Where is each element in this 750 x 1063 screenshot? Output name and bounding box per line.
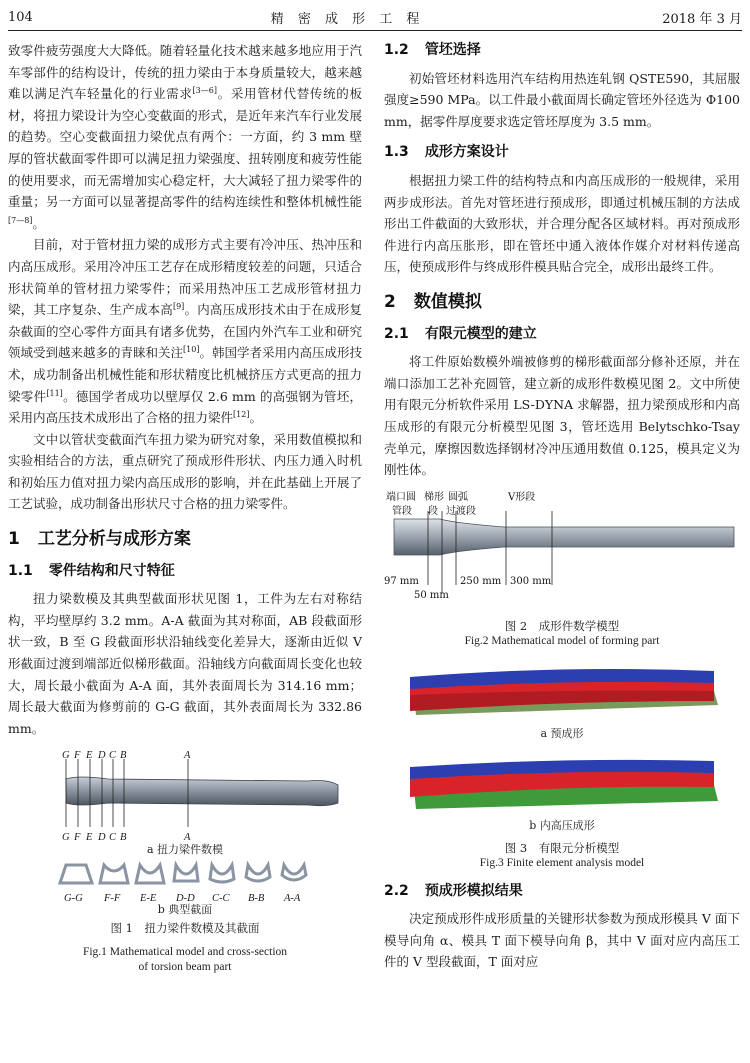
figure-1: G F E D C B A G F E D C B A a 扭力梁件数模 G-G F-F E-E D-D C-C B-B A-A b 典型截面 图 1 扭力梁件数模及其截面 xyxy=(8,745,362,953)
preform-fe-model xyxy=(384,655,740,725)
section-1-3-paragraph: 根据扭力梁工件的结构特点和内高压成形的一般规律，采用两步成形法。首先对管坯进行预成形，即通过机械压制的方法成形出工件截面的大致形状，并合理分配各区域材料。再对预成形件进行内高压胀形，即在管坯中通入液体作媒介对材料传递高压，使预成形件与终成形件模具贴合完全，成形出最终工件。 xyxy=(384,172,740,275)
section-1-2-heading: 1.2 管坯选择 xyxy=(384,42,481,58)
label-port-section: 端口圆 xyxy=(386,491,416,503)
dim-97: 97 mm xyxy=(384,575,419,587)
page-number: 104 xyxy=(8,9,33,25)
right-column xyxy=(384,40,740,973)
label-v-section: V形段 xyxy=(508,491,536,503)
cross-sections xyxy=(8,859,362,887)
hydroforming-fe-model xyxy=(384,747,740,817)
section-2-1-paragraph: 将工件原始数模外端被修剪的梯形截面部分修补还原，并在端口添加工艺补充圆管，建立新的成形件数模见图 2。文中所使用有限元分析软件采用 LS-DYNA 求解器，扭力梁预成形和内高压成形的有限元分析模型见图 3，管坯选用 Belytschko-Tsay 壳单元，摩擦因数选择钢材冷冲压通用数值 0.125，模具定义为刚性体。 xyxy=(384,354,740,478)
page-header xyxy=(8,4,742,31)
dim-250: 250 mm xyxy=(460,575,502,587)
left-column xyxy=(8,40,362,975)
dim-300: 300 mm xyxy=(510,575,552,587)
label-arc-section: 圆弧 xyxy=(448,491,468,503)
fig3-sub-b: b 内高压成形 xyxy=(529,818,595,832)
figure-3 xyxy=(384,655,740,835)
journal-title: 精 密 成 形 工 程 xyxy=(270,11,425,27)
section-1-3-heading: 1.3 成形方案设计 xyxy=(384,144,509,161)
fig1-sub-b: b 典型截面 xyxy=(157,903,213,917)
section-2-2-paragraph: 决定预成形件成形质量的关键形状参数为预成形模具 V 面下模导向角 α、模具 T 面下模导向角 β，其中 V 面对应内高压工件的 V 型段截面，T 面对应 xyxy=(384,911,740,970)
fig1-sub-a: a 扭力梁件数模 xyxy=(146,843,224,857)
section-2-1-heading: 2.1 有限元模型的建立 xyxy=(384,325,537,342)
label-trapezoid-section: 梯形 xyxy=(424,491,444,503)
section-1-1-heading: 1.1 零件结构和尺寸特征 xyxy=(8,562,175,579)
intro-paragraph-3: 文中以管状变截面汽车扭力梁为研究对象，采用数值模拟和实验相结合的方法，重点研究了预成形件形状、内压力通入时机和初始压力值对扭力梁内高压成形的影响，并在此基础上开展了工艺试验，成功制备出形状尺寸合格的扭力梁零件。 xyxy=(8,431,362,512)
fig1-caption: 图 1 扭力梁件数模及其截面 xyxy=(110,921,260,936)
section-2-heading: 2 数值模拟 xyxy=(384,291,482,312)
intro-paragraph-2: 目前，对于管材扭力梁的成形方式主要有冷冲压、热冲压和内高压成形。采用冷冲压工艺存在成形精度较差的问题，只适合形状简单的管材扭力梁零件；而采用热冲压工艺成形管材扭力梁，其工序复杂、生产成本高[9]。内高压成形技术由于在成形复杂截面的空心零件方面具有诸多优势，在国内外汽车工业和研究领域受到越来越多的青睐和关注[10]。韩国学者采用内高压成形技术，成功制备出机械性能和形状精度比机械挤压方式更高的扭力梁零件[11]。德国学者成功以壁厚仅 2.6 mm 的高强钢为管坯，采用内高压技术成形出了合格的扭力梁件[12]。 xyxy=(8,237,362,426)
section-2-2-heading: 2.2 预成形模拟结果 xyxy=(384,882,523,899)
fig1-caption-en: Fig.1 Mathematical model and cross-section of torsion beam part xyxy=(82,946,288,974)
fig3-caption: 图 3 有限元分析模型 Fig.3 Finite element analysis model xyxy=(479,840,645,869)
section-1-1-paragraph: 扭力梁数模及其典型截面形状见图 1，工件为左右对称结构，平均壁厚约 3.2 mm。A-A 截面为其对称面，AB 段截面形状一致，B 至 G 段截面形状沿轴线变化差异大，逐渐由近似 V 形截面过渡到端部近似梯形截面。沿轴线方向截面周长变化也较大，周长最小截面为 A-A 面，其外表面周长为 314.16 mm；周长最大截面为修剪前的 G-G 截面，其外表面周长为 332.86 mm。 xyxy=(8,591,362,736)
issue-date: 2018 年 3 月 xyxy=(662,11,742,27)
section-1-2-paragraph: 初始管坯材料选用汽车结构用热连轧钢 QSTE590，其屈服强度≥590 MPa。以工件最小截面周长确定管坯外径选为 Φ100 mm，据零件厚度要求选定管坯厚度为 3.5 mm。 xyxy=(384,70,740,129)
fig3-sub-a: a 预成形 xyxy=(540,726,584,740)
intro-paragraph-1: 致零件疲劳强度大大降低。随着轻量化技术越来越多地应用于汽车零部件的结构设计，传统的扭力梁由于本身质量较大，越来越难以满足汽车轻量化的行业需求[3—6]。采用管材代替传统的板材，将扭力梁设计为空心变截面的形式，是近年来汽车行业发展的趋势。空心变截面扭力梁优点有两个：一方面，约 3 mm 壁厚的管状截面零件即可以满足扭力梁强度、扭转刚度和疲劳性能的使用要求，而无需增加实心稳定杆，大大减轻了扭力梁零件的重量；另一方面可以显著提高零件的结构连续性和整体机械性能[7—8]。 xyxy=(8,43,362,231)
fig2-caption: 图 2 成形件数学模型 Fig.2 Mathematical model of forming part xyxy=(464,618,660,647)
figure-2: 端口圆 管段 梯形 段 圆弧 过渡段 V形段 97 mm 50 mm 250 mm 300 mm xyxy=(384,487,740,613)
dim-50: 50 mm xyxy=(414,589,449,601)
section-1-heading: 1 工艺分析与成形方案 xyxy=(8,529,191,550)
